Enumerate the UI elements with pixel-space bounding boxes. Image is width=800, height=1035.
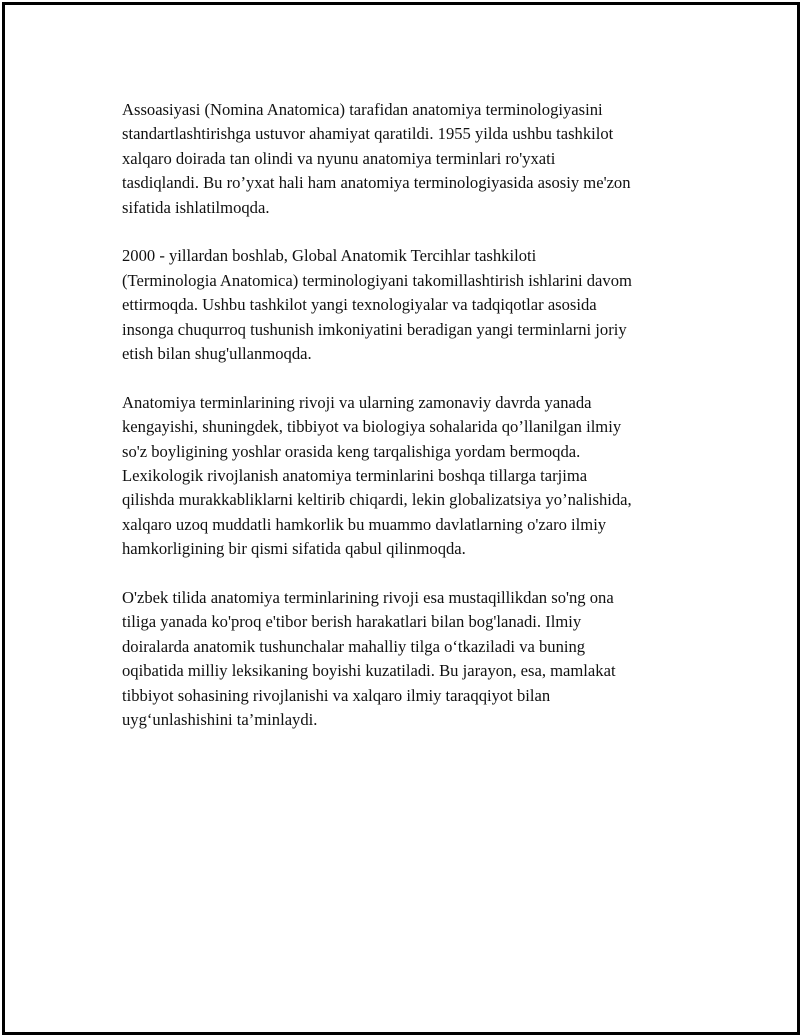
paragraph-uzbek-terminology: O'zbek tilida anatomiya terminlarining rivoji esa mustaqillikdan so'ng ona tiliga yanada ko'proq e'tibor berish harakatlari bilan bog'lanadi. Ilmiy doiralarda anatomik tushunchalar mahalliy tilga o‘tkaziladi va buning oqibatida milliy leksikaning boyishi kuzatiladi. Bu jarayon, esa, mamlakat tibbiyot sohasining rivojlanishi va xalqaro ilmiy taraqqiyot bilan uyg‘unlashishini ta’minlaydi. [122, 588, 616, 730]
paragraph-terminologia-anatomica: 2000 - yillardan boshlab, Global Anatomik Tercihlar tashkiloti (Terminologia Anatomica) terminologiyani takomillashtirish ishlarini davom ettirmoqda. Ushbu tashkilot yangi texnologiyalar va tadqiqotlar asosida insonga chuqurroq tushunish imkoniyatini beradigan yangi terminlarni joriy etish bilan shug'ullanmoqda. [122, 246, 632, 364]
document-body [122, 98, 702, 757]
paragraph-nomina-anatomica: Assoasiyasi (Nomina Anatomica) tarafidan anatomiya terminologiyasini standartlashtirishga ustuvor ahamiyat qaratildi. 1955 yilda ushbu tashkilot xalqaro doirada tan olindi va nyunu anatomiya terminlari ro'yxati tasdiqlandi. Bu ro’yxat hali ham anatomiya terminologiyasida asosiy me'zon sifatida ishlatilmoqda. [122, 100, 631, 217]
page-frame [2, 2, 800, 1035]
paragraph-terminology-development: Anatomiya terminlarining rivoji va ularning zamonaviy davrda yanada kengayishi, shuningdek, tibbiyot va biologiya sohalarida qo’llanilgan ilmiy so'z boyligining yoshlar orasida keng tarqalishiga yordam bermoqda. Lexikologik rivojlanish anatomiya terminlarini boshqa tillarga tarjima qilishda murakkabliklarni keltirib chiqardi, lekin globalizatsiya yo’nalishida, xalqaro uzoq muddatli hamkorlik bu muammo davlatlarning o'zaro ilmiy hamkorligining bir qismi sifatida qabul qilinmoqda. [122, 392, 632, 559]
